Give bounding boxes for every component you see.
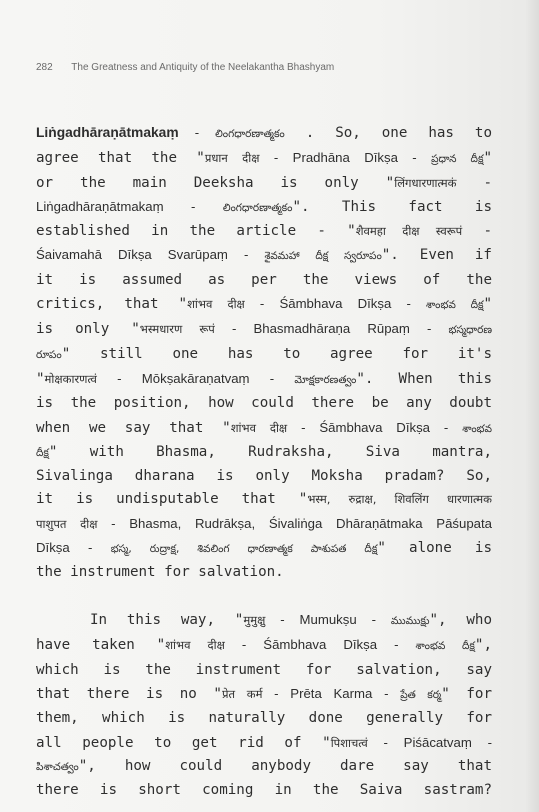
text-line: which is the instrument for salvation, say — [36, 661, 492, 678]
text-line: is only "भस्मधारण रूपं - Bhasmadhāraṇa Rūpaṃ - భస్మధారణ — [36, 321, 492, 338]
text-line: రూపం" still one has to agree for it's — [36, 345, 492, 362]
text-line: దీక్ష" with Bhasma, Rudraksha, Siva mantra, — [36, 443, 492, 460]
text-line: all people to get rid of "पिशाचत्वं - Piśācatvaṃ - — [36, 734, 492, 751]
text-line: there is short coming in the Saiva sastram? — [36, 782, 492, 799]
running-title: The Greatness and Antiquity of the Neelakantha Bhashyam — [71, 62, 335, 73]
text-line: Sivalinga dharana is only Moksha pradam? So, — [36, 468, 492, 485]
text-line: it is assumed as per the views of the — [36, 271, 492, 288]
text-line: established in the article - "शैवमहा दीक्ष स्वरूपं - — [36, 223, 492, 240]
page-edge-shadow — [525, 0, 539, 812]
text-line: In this way, "मुमुक्षु - Mumukṣu - ముముక్షు", who — [90, 612, 492, 629]
text-line: or the main Deeksha is only "लिंगधारणात्मकं - — [36, 174, 492, 191]
text-line: Śaivamahā Dīkṣa Svarūpaṃ - శైవమహా దీక్ష స్వరూపం". Even if — [36, 247, 492, 264]
text-line: पाशुपत दीक्ष - Bhasma, Rudrākṣa, Śivaliṅga Dhāraṇātmaka Pāśupata — [36, 515, 492, 531]
text-line: that there is no "प्रेत कर्म - Prēta Karma - ప్రేత కర్మ" for — [36, 686, 492, 703]
text-line: agree that the "प्रधान दीक्ष - Pradhāna Dīkṣa - ప్రధాన దీక్ష" — [36, 150, 492, 167]
body-text — [36, 121, 492, 803]
text-line: have taken "शांभव दीक्ष - Śāmbhava Dīkṣa - శాంభవ దీక్ష", — [36, 637, 492, 654]
text-line: the instrument for salvation. — [36, 564, 284, 581]
paragraph-gap — [36, 585, 492, 609]
text-line: పిశాచత్వం", how could anybody dare say that — [36, 757, 492, 774]
text-line: Dīkṣa - భస్మ, రుద్రాక్ష, శివలింగ ధారణాత్మక పాశుపత దీక్ష" alone is — [36, 540, 492, 557]
text-line: is the position, how could there be any doubt — [36, 395, 492, 412]
text-line: it is undisputable that "भस्म, रुद्राक्ष, शिवलिंग धारणात्मक — [36, 491, 492, 508]
text-line: Liṅgadhāraṇātmakaṃ - లింగధారణాత్మకం . So, one has to — [36, 125, 492, 141]
text-line: "मोक्षकारणत्वं - Mōkṣakāraṇatvaṃ - మోక్షకారణత్వం". When this — [36, 370, 492, 387]
page-number: 282 — [36, 62, 53, 73]
text-line: critics, that "शांभव दीक्ष - Śāmbhava Dīkṣa - శాంభవ దీక్ష" — [36, 296, 492, 313]
paragraph-1 — [36, 121, 492, 585]
running-header — [36, 62, 506, 73]
text-line: them, which is naturally done generally for — [36, 710, 492, 727]
paragraph-2 — [36, 608, 492, 802]
text-line: Liṅgadhāraṇātmakaṃ - లింగధారణాత్మకం". This fact is — [36, 198, 492, 215]
text-line: when we say that "शांभव दीक्ष - Śāmbhava Dīkṣa - శాంభవ — [36, 419, 492, 436]
